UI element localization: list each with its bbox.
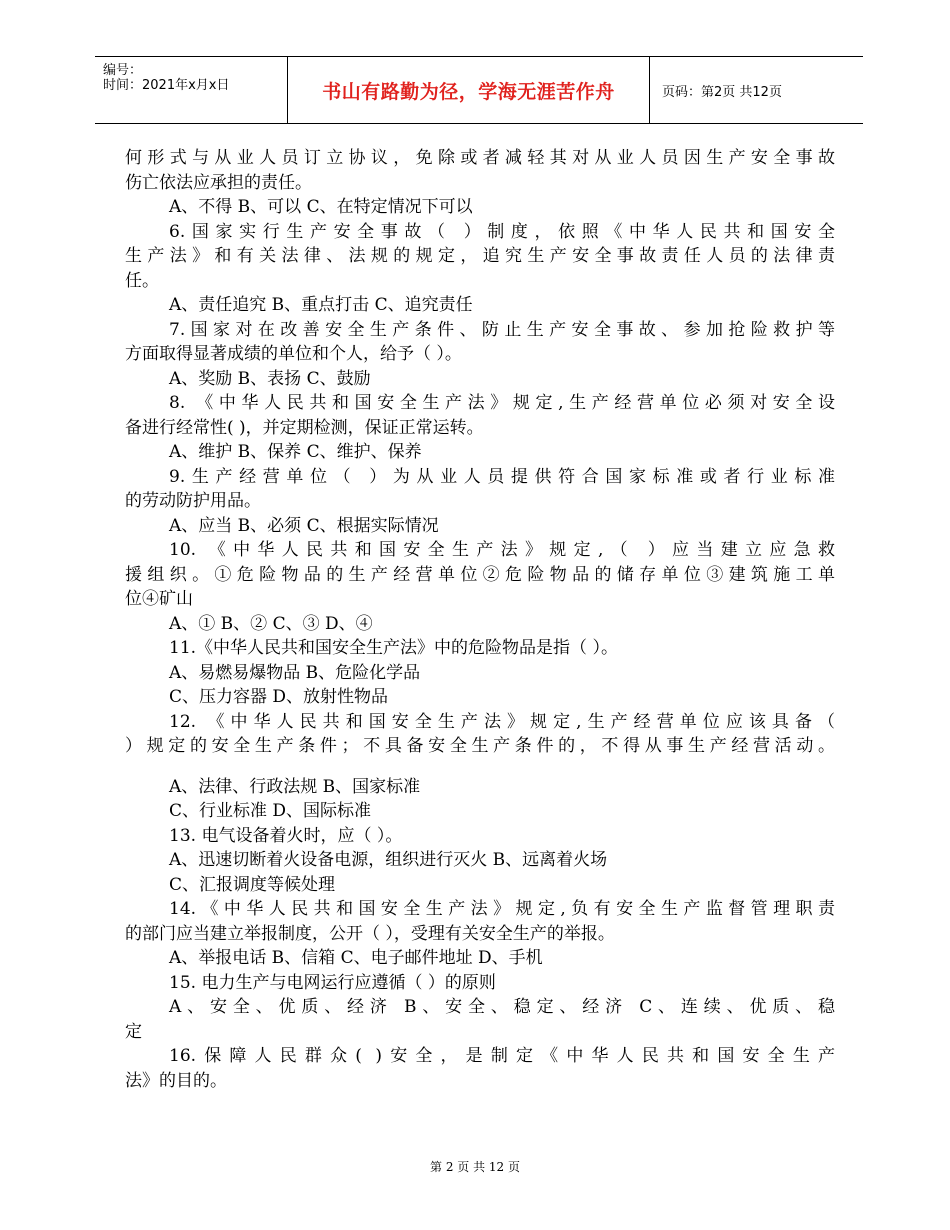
- option-line: A、举报电话 B、信箱 C、电子邮件地址 D、手机: [169, 948, 543, 968]
- header-motto-cell: [288, 57, 650, 123]
- question-line: 16.保障人民群众( )安全，是制定《中华人民共和国安全生产: [169, 1046, 835, 1066]
- question-line: 15. 电力生产与电网运行应遵循（ ）的原则: [169, 972, 496, 993]
- page-code: 页码：第2页 共12页: [662, 84, 782, 100]
- question-line: 8. 《中华人民共和国安全生产法》规定,生产经营单位必须对安全设: [169, 393, 835, 413]
- page-header: [95, 56, 863, 124]
- document-body: [125, 146, 835, 1093]
- question-line: 11.《中华人民共和国安全生产法》中的危险物品是指（ ）。: [169, 638, 618, 658]
- option-line: A、维护 B、保养 C、维护、保养: [169, 442, 422, 462]
- question-line: 7.国家对在改善安全生产条件、防止生产安全事故、参加抢险救护等: [169, 319, 835, 340]
- text-line: 的部门应当建立举报制度，公开（ ），受理有关安全生产的举报。: [125, 923, 615, 944]
- header-page-code-cell: [650, 57, 863, 123]
- option-line: C、压力容器 D、放射性物品: [169, 687, 389, 707]
- option-line: A、① B、② C、③ D、④: [169, 613, 373, 634]
- option-line: A、责任追究 B、重点打击 C、追究责任: [169, 295, 473, 315]
- text-line: 位④矿山: [125, 589, 193, 609]
- option-line: A、迅速切断着火设备电源，组织进行灭火 B、远离着火场: [169, 850, 608, 870]
- paragraph-gap: [125, 759, 835, 775]
- time-label: 时间：2021年x月x日: [103, 78, 230, 93]
- option-line: A、易燃易爆物品 B、危险化学品: [169, 662, 421, 683]
- question-line: 9.生产经营单位（ ）为从业人员提供符合国家标准或者行业标准: [169, 466, 835, 487]
- text-line: 生产法》和有关法律、法规的规定，追究生产安全事故责任人员的法律责: [125, 246, 835, 266]
- number-label: 编号：: [103, 63, 143, 78]
- option-line: A、法律、行政法规 B、国家标准: [169, 776, 421, 797]
- option-line: C、汇报调度等候处理: [169, 874, 336, 895]
- text-line: 法》的目的。: [125, 1070, 227, 1091]
- page-footer: 第 2 页 共 12 页: [430, 1160, 520, 1174]
- text-line: 备进行经常性( )，并定期检测，保证正常运转。: [125, 417, 484, 438]
- text-line: 定: [125, 1021, 142, 1042]
- option-line: A、不得 B、可以 C、在特定情况下可以: [169, 197, 473, 217]
- option-line: A、安全、优质、经济 B、安全、稳定、经济 C、连续、优质、稳: [169, 997, 835, 1017]
- text-line: 的劳动防护用品。: [125, 491, 261, 511]
- text-line: 援组织。①危险物品的生产经营单位②危险物品的储存单位③建筑施工单: [125, 564, 835, 585]
- question-line: 12. 《中华人民共和国安全生产法》规定,生产经营单位应该具备（: [169, 711, 835, 732]
- text-line: 伤亡依法应承担的责任。: [125, 172, 312, 193]
- option-line: C、行业标准 D、国际标准: [169, 801, 372, 821]
- text-line: 任。: [125, 270, 159, 291]
- motto-text: 书山有路勤为径，学海无涯苦作舟: [322, 80, 615, 103]
- text-line: ）规定的安全生产条件；不具备安全生产条件的，不得从事生产经营活动。: [125, 736, 835, 756]
- question-line: 14.《中华人民共和国安全生产法》规定,负有安全生产监督管理职责: [169, 899, 835, 919]
- question-line: 6.国家实行生产安全事故（ ）制度，依照《中华人民共和国安全: [169, 221, 835, 242]
- option-line: A、奖励 B、表扬 C、鼓励: [169, 368, 371, 389]
- text-line: 何形式与从业人员订立协议，免除或者减轻其对从业人员因生产安全事故: [125, 148, 835, 168]
- header-meta: [95, 57, 288, 123]
- question-line: 10. 《中华人民共和国安全生产法》规定,（ ）应当建立应急救: [169, 540, 835, 560]
- text-line: 方面取得显著成绩的单位和个人，给予（ ）。: [125, 344, 462, 364]
- option-line: A、应当 B、必须 C、根据实际情况: [169, 515, 439, 536]
- question-line: 13. 电气设备着火时，应（ ）。: [169, 825, 403, 846]
